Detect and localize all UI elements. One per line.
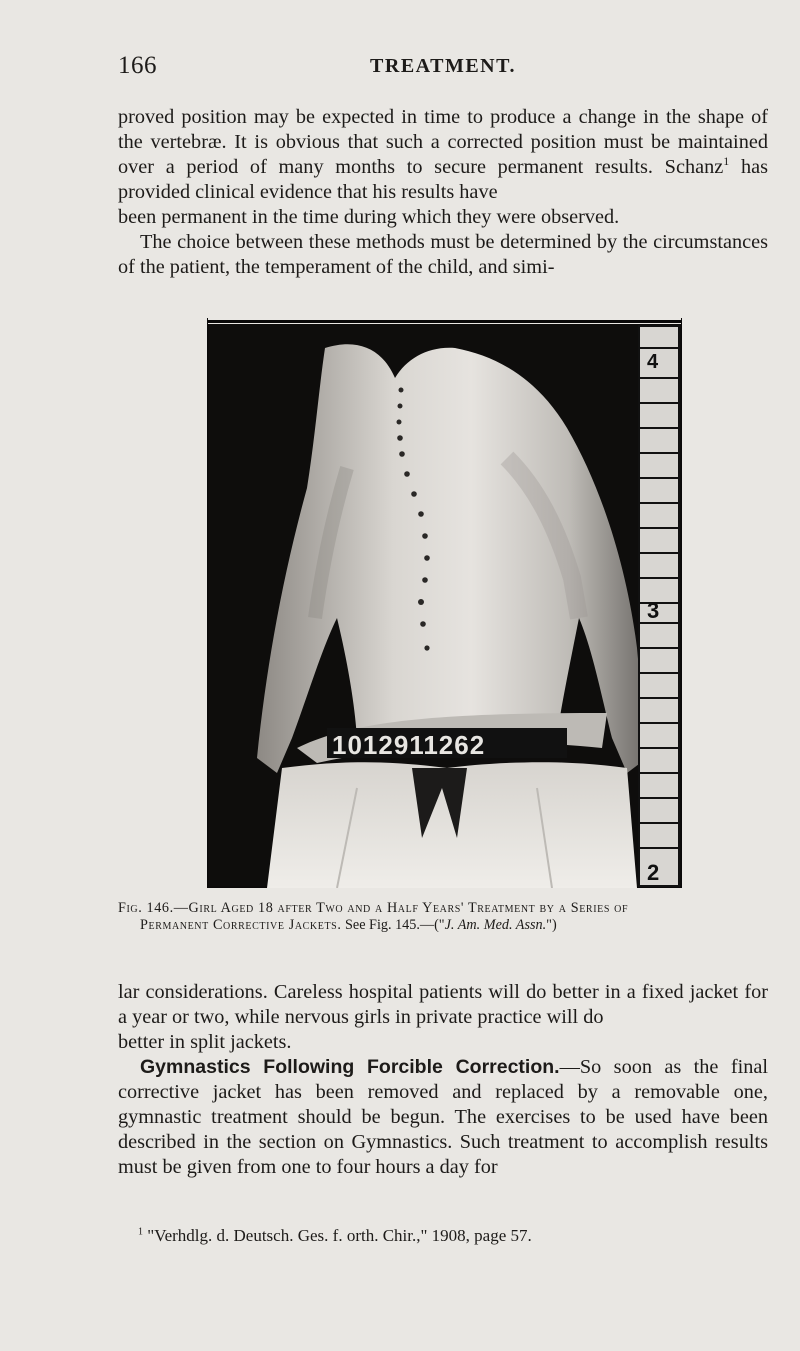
text-line: has provided clinical evidence that his results have [118, 156, 768, 203]
text-line: one, gymnastic treatment should be begun. The exercises to be used [118, 1081, 768, 1128]
paragraph-1 [118, 105, 768, 205]
scale-label-3: 3 [647, 598, 660, 623]
paragraph-3-end [118, 1030, 768, 1055]
text-line: to accomplish results must be given from one to four hours a day for [118, 1131, 768, 1178]
text-line: proved position may be expected in time to produce a change in the [118, 106, 691, 128]
page-number: 166 [118, 52, 157, 79]
scale-label-2: 2 [647, 860, 660, 885]
caption-line-1 [118, 900, 778, 917]
text-line: The choice between these methods must be determined by the [140, 231, 648, 253]
text-line: —So soon as the [559, 1056, 719, 1078]
text-line: been permanent in the time during which they were observed. [118, 206, 620, 228]
pad-label: 1012911262 [332, 730, 486, 760]
text-line: have been described in the section on Gymnastics. Such treatment [118, 1106, 768, 1153]
footnote [138, 1226, 532, 1246]
caption-text: —Girl Aged 18 after Two and a Half Years' Treatment by a Series of [173, 900, 629, 916]
paragraph-3 [118, 980, 768, 1030]
body-text-bottom [118, 980, 768, 1180]
page-header [118, 52, 768, 82]
text-line: lar considerations. Careless hospital patients will do better in a fixed [118, 981, 684, 1003]
caption-crossref: See Fig. 145.—(" [341, 917, 445, 933]
text-line: better in split jackets. [118, 1031, 292, 1053]
text-line: shape of the vertebræ. It is obvious that such a corrected position must [118, 106, 768, 153]
text-line: jacket for a year or two, while nervous girls in private practice will do [118, 981, 768, 1028]
body-text-top [118, 105, 768, 280]
footnote-mark: 1 [138, 1226, 143, 1238]
running-title: TREATMENT. [370, 55, 516, 77]
caption-source: J. Am. Med. Assn. [444, 917, 547, 933]
section-heading: Gymnastics Following Forcible Correction. [140, 1056, 560, 1078]
text-line: results. Schanz [594, 156, 724, 178]
paragraph-2 [118, 230, 768, 280]
caption-line-2 [118, 917, 778, 934]
text-line: final corrective jacket has been removed and replaced by a removable [118, 1056, 768, 1103]
footnote-reference: 1 [723, 154, 730, 169]
caption-text: Permanent Corrective Jackets. [140, 917, 342, 933]
paragraph-1-end [118, 205, 768, 230]
text-line: be maintained over a period of many months to secure permanent [118, 131, 768, 178]
patient-back-photo [207, 318, 682, 888]
figure-label: Fig. 146. [118, 900, 174, 916]
measurement-scale [639, 326, 679, 886]
text-line: circumstances of the patient, the temperament of the child, and simi- [118, 231, 769, 278]
caption-end: ") [546, 917, 557, 933]
paragraph-4 [118, 1055, 768, 1180]
figure-caption [118, 900, 778, 934]
footnote-text: "Verhdlg. d. Deutsch. Ges. f. orth. Chir.," 1908, page 57. [143, 1226, 532, 1245]
figure-photograph [207, 318, 682, 888]
scale-label-4: 4 [647, 351, 659, 373]
